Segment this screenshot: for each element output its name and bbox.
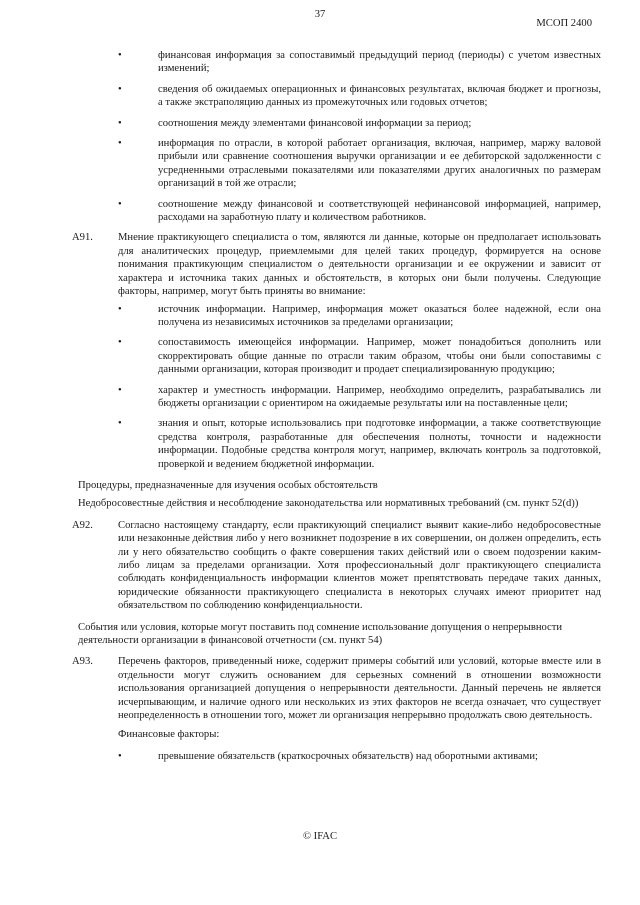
paragraph-a91 [72, 231, 601, 471]
subheading-fraud: Недобросовестные действия и несоблюдение законодательства или нормативных требований (см. пункт 52(d)) [78, 498, 579, 510]
document-code: МСОП 2400 [536, 18, 592, 29]
a93-bullet-list [118, 750, 601, 763]
list-item: • соотношения между элементами финансовой информации за период; [118, 117, 601, 130]
list-item: • источник информации. Например, информация может оказаться более надежной, если она получена из независимых источников за пределами организации; [118, 303, 601, 330]
paragraph-text: Перечень факторов, приведенный ниже, содержит примеры событий или условий, которые вместе или в отдельности могут служить основанием для серьезных сомнений в отношении возможности использования организацией допущения о непрерывности деятельности. Данный перечень не является исчерпывающим, и наличие одного или нескольких из этих факторов не всегда означает, что существует неопределенность в отношении того, может ли организация непрерывно продолжать свою деятельность. [118, 656, 601, 722]
page-number: 37 [314, 9, 326, 20]
paragraph-a92 [72, 519, 601, 613]
a91-bullet-list [118, 303, 601, 471]
list-item: • характер и уместность информации. Например, необходимо определить, разрабатывались ли бюджеты организации с ориентиром на ожидаемые результаты или на поставленные цели; [118, 384, 601, 411]
paragraph-text: Согласно настоящему стандарту, если практикующий специалист выявит какие-либо недобросовестные или незаконные действия либо у него возникнет подозрение в их совершении, он должен определить, есть ли у него обязательство сообщить о факте совершения таких действий или о своем подозрении каким-либо лицам за пределами организации. Хотя профессиональный долг практикующего специалиста соблюдать конфиденциальность информации клиентов может препятствовать передаче таких данных, юридические обязанности практикующего специалиста в некоторых случаях имеют приоритет над обязательством по соблюдению конфиденциальности. [118, 519, 601, 612]
list-item: • финансовая информация за сопоставимый предыдущий период (периоды) с учетом известных изменений; [118, 49, 601, 76]
paragraph-number: A92. [72, 519, 93, 531]
list-item: • сопоставимость имеющейся информации. Например, может понадобиться дополнить или скорректировать общие данные по отрасли таким образом, чтобы они были сопоставимы с данными организации, которая производит и продает специализированную продукцию; [118, 336, 601, 376]
paragraph-number: A91. [72, 232, 93, 244]
paragraph-number: A93. [72, 656, 93, 668]
top-bullet-list [118, 49, 601, 224]
list-item: • соотношение между финансовой и соответствующей нефинансовой информацией, например, расходами на заработную плату и количеством работников. [118, 198, 601, 225]
footer-copyright: © IFAC [302, 831, 338, 842]
paragraph-text: Мнение практикующего специалиста о том, являются ли данные, которые он предполагает использовать для аналитических процедур, приемлемыми для целей таких процедур, формируется на основе понимания практикующим специалистом о деятельности организации и ее окружении и зависит от характера и источника таких данных и обстоятельств, в которых они были получены. Следующие факторы, например, могут быть приняты во внимание: [118, 232, 601, 298]
list-item: • превышение обязательств (краткосрочных обязательств) над оборотными активами; [118, 750, 601, 763]
page-content [72, 49, 601, 771]
section-heading: Процедуры, предназначенные для изучения особых обстоятельств [78, 479, 378, 491]
subsection-label: Финансовые факторы: [118, 729, 220, 741]
paragraph-a93 [72, 655, 601, 763]
list-item: • знания и опыт, которые использовались при подготовке информации, а также соответствующие средства контроля, разработанные для обеспечения полноты, точности и надежности информации. Подобные средства контроля могут, например, включать контроль за подготовкой, проверкой и ведением бюджетной информации. [118, 417, 601, 471]
subheading-going-concern: События или условия, которые могут поставить под сомнение использование допущения о непрерывности деятельности организации в финансовой отчетности (см. пункт 54) [78, 621, 563, 647]
list-item: • информация по отрасли, в которой работает организация, включая, например, маржу валовой прибыли или сравнение соотношения выручки организации и ее дебиторской задолженности с усредненными отраслевыми показателями или показателями других аналогичных по размерам организаций в той же отрасли; [118, 137, 601, 191]
list-item: • сведения об ожидаемых операционных и финансовых результатах, включая бюджет и прогнозы, а также экстраполяцию данных из промежуточных или годовых отчетов; [118, 83, 601, 110]
